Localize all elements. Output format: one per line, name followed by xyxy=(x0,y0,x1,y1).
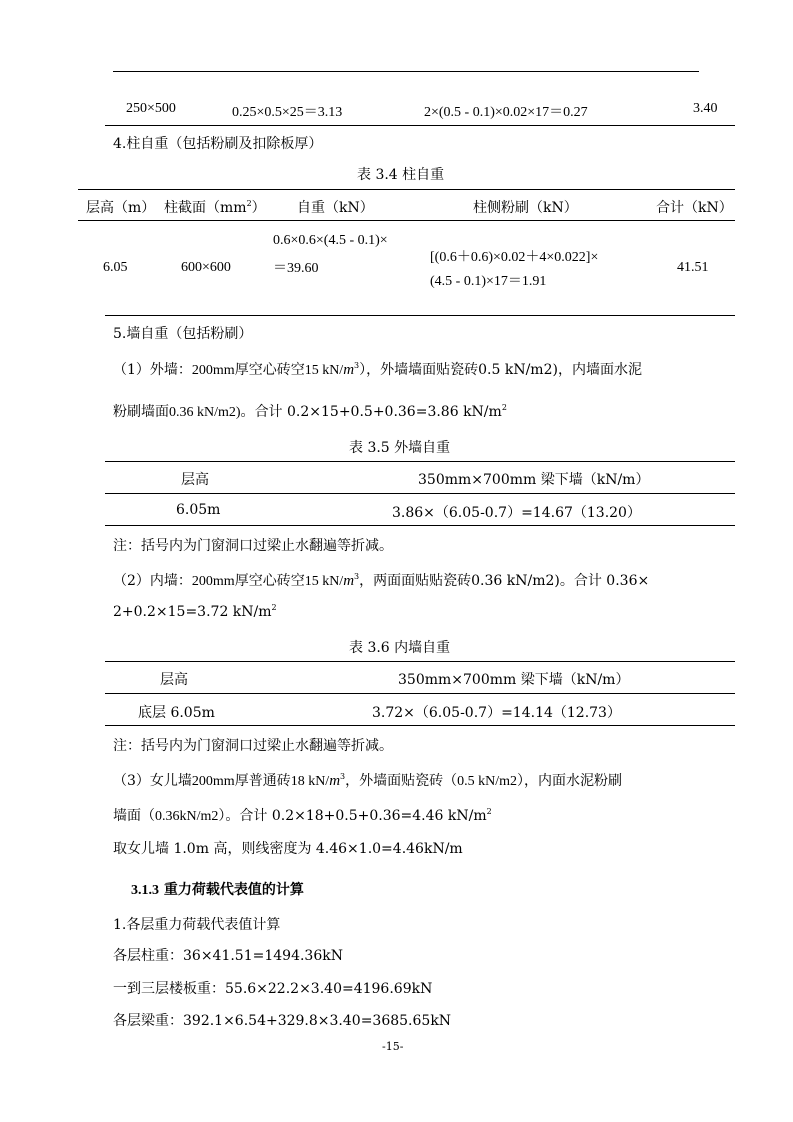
table-3-4-header-weight: 自重（kN） xyxy=(297,200,374,216)
table-3-5-header-height: 层高 xyxy=(181,472,209,488)
parapet-paragraph-line1: （3）女儿墙200mm厚普通砖18 $kN/m^3$，外墙面贴瓷砖（0.5 kN/m2），内面水泥粉刷 xyxy=(113,772,623,789)
table-3-4-cell-plaster-line2: (4.5 - 0.1)×17＝1.91 xyxy=(430,274,547,289)
table-3-4-cell-weight-line1: 0.6×0.6×(4.5 - 0.1)× xyxy=(273,233,388,248)
prev-table-bottom-rule xyxy=(105,125,735,126)
table-3-4-cell-weight-line2: ＝39.60 xyxy=(273,261,319,276)
table-3-4-header-plaster: 柱侧粉刷（kN） xyxy=(473,200,578,216)
table-3-4-cell-total: 41.51 xyxy=(677,260,709,275)
inner-wall-paragraph-line1: （2）内墙：200mm厚空心砖空15 $kN/m^3$，两面面贴贴瓷砖0.36 kN/m2)。合计 0.36× xyxy=(113,572,650,589)
table-3-6-bottom-rule xyxy=(105,725,735,726)
table-3-4-bottom-rule xyxy=(105,315,735,316)
page-number: -15- xyxy=(382,1040,404,1053)
prev-table-cell-weight: 0.25×0.5×25＝3.13 xyxy=(232,105,343,120)
table-3-6-top-rule xyxy=(105,661,735,662)
calc-column-weight: 各层柱重：36×41.51=1494.36kN xyxy=(113,948,343,964)
table-3-4-cell-height: 6.05 xyxy=(103,260,128,275)
table-3-4-header-section: 柱截面$(mm^2)$ xyxy=(164,199,266,216)
note-reduction: 注：括号内为门窗洞口过梁止水翻遍等折减。 xyxy=(113,538,393,554)
table-3-6-header-height: 层高 xyxy=(160,672,188,688)
calc-beam-weight: 各层梁重：392.1×6.54+329.8×3.40=3685.65kN xyxy=(113,1013,452,1029)
outer-wall-paragraph-line2: 粉刷墙面0.36 kN/m2)。合计 0.2×15+0.5+0.36=3.86 $kN/m^2$ xyxy=(113,403,507,420)
table-3-4-cell-section: 600×600 xyxy=(181,260,231,275)
table-3-4-top-rule xyxy=(78,189,735,190)
section-title-column-weight: 4.柱自重（包括粉刷及扣除板厚） xyxy=(113,136,323,152)
parapet-line-density: 取女儿墙 1.0m 高，则线密度为 4.46×1.0=4.46kN/m xyxy=(113,841,463,857)
header-rule xyxy=(113,71,699,72)
table-3-4-cell-plaster-line1: [(0.6＋0.6)×0.02＋4×0.022]× xyxy=(430,250,599,265)
table-3-6-cell-height: 底层 6.05m xyxy=(138,705,215,721)
table-3-6-cell-wall: 3.72×（6.05-0.7）=14.14（12.73） xyxy=(372,705,621,721)
parapet-paragraph-line2: 墙面（0.36kN/m2）。合计 0.2×18+0.5+0.36=4.46 $kN/m^2$ xyxy=(113,807,492,824)
table-3-4-header-height: 层高（m） xyxy=(86,200,156,216)
outer-wall-paragraph-line1: （1）外墙：200mm厚空心砖空15 $kN/m^3$），外墙墙面贴瓷砖0.5 kN/m2)，内墙面水泥 xyxy=(113,361,642,378)
table-3-4-header-rule xyxy=(78,220,735,221)
table-3-5-caption: 表 3.5 外墙自重 xyxy=(349,440,451,456)
inner-wall-paragraph-line2: 2+0.2×15=3.72 $kN/m^2$ xyxy=(113,603,277,620)
prev-table-cell-total: 3.40 xyxy=(693,101,718,116)
table-3-5-cell-height: 6.05m xyxy=(176,502,221,518)
sub-heading-floor-loads: 1.各层重力荷载代表值计算 xyxy=(113,917,281,933)
table-3-5-header-rule xyxy=(105,493,735,494)
table-3-6-header-wall: 350mm×700mm 梁下墙（kN/m） xyxy=(398,672,630,688)
prev-table-cell-section: 250×500 xyxy=(126,101,176,116)
table-3-6-caption: 表 3.6 内墙自重 xyxy=(349,640,451,656)
section-title-wall-weight: 5.墙自重（包括粉刷） xyxy=(113,326,253,342)
subsection-heading-3-1-3: 3.1.3 重力荷载代表值的计算 xyxy=(131,882,304,898)
table-3-5-bottom-rule xyxy=(105,525,735,526)
table-3-4-caption: 表 3.4 柱自重 xyxy=(357,167,445,183)
note-reduction-2: 注：括号内为门窗洞口过梁止水翻遍等折减。 xyxy=(113,738,393,754)
prev-table-cell-plaster: 2×(0.5 - 0.1)×0.02×17＝0.27 xyxy=(424,105,588,120)
table-3-5-cell-wall: 3.86×（6.05-0.7）=14.67（13.20） xyxy=(392,505,641,521)
table-3-5-header-wall: 350mm×700mm 梁下墙（kN/m） xyxy=(418,472,650,488)
table-3-6-header-rule xyxy=(105,693,735,694)
table-3-5-top-rule xyxy=(105,461,735,462)
calc-slab-weight: 一到三层楼板重：55.6×22.2×3.40=4196.69kN xyxy=(113,981,433,997)
table-3-4-header-total: 合计（kN） xyxy=(656,200,733,216)
